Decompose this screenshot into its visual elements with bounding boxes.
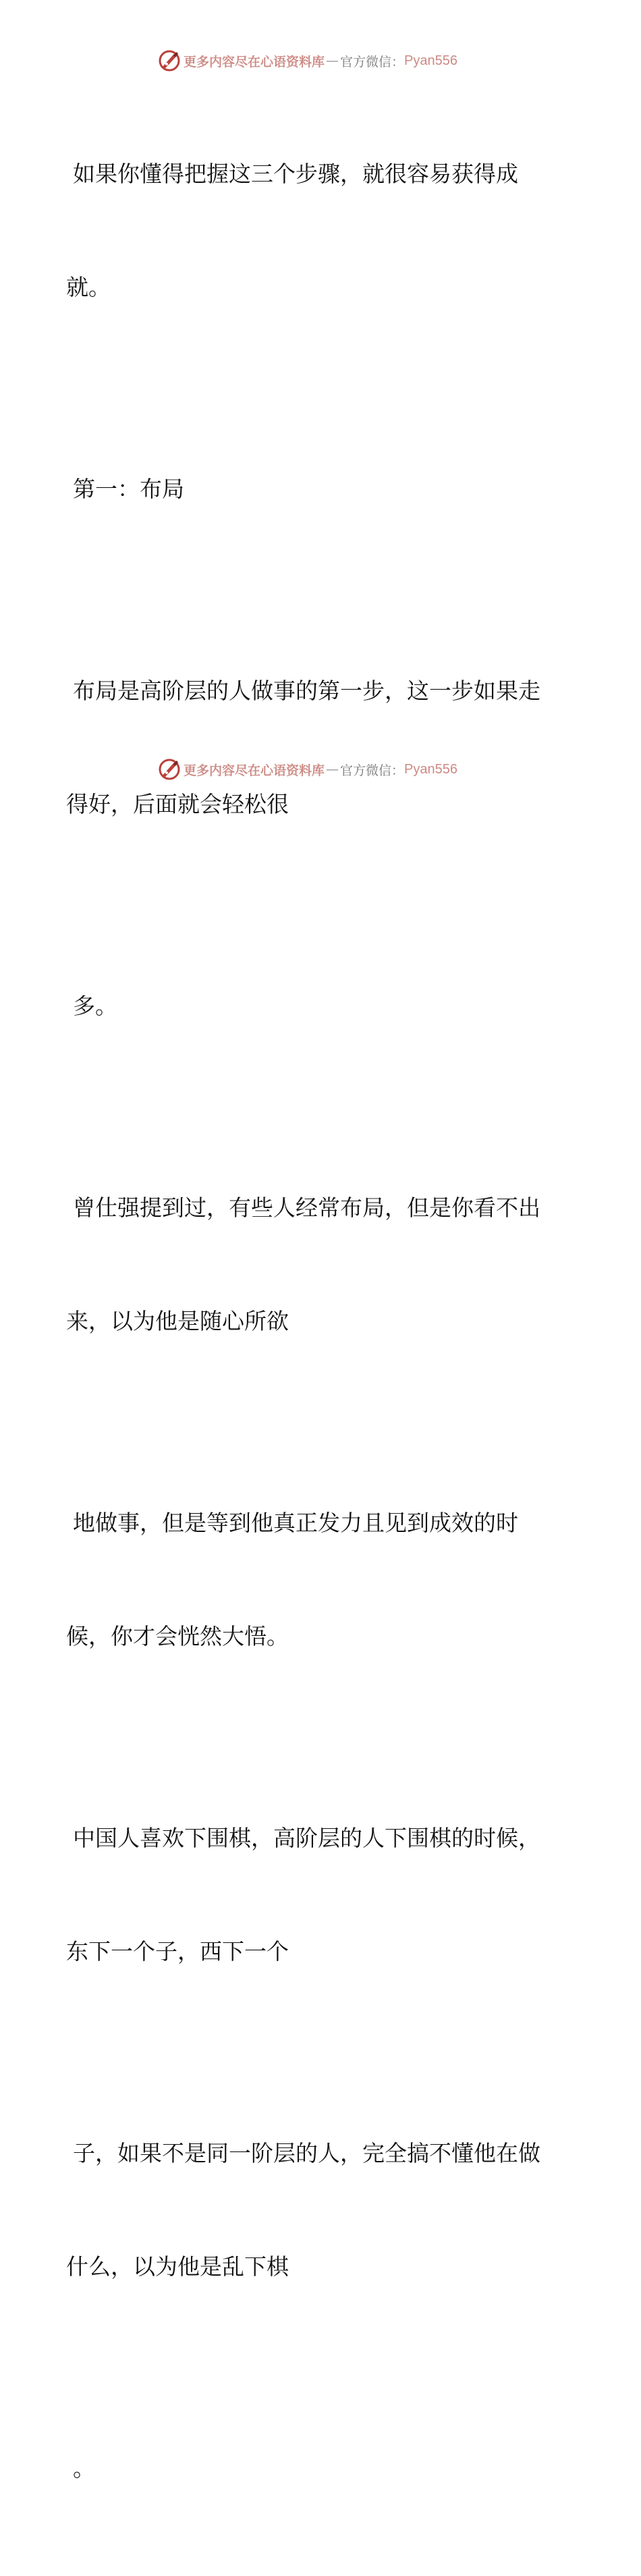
paragraph: [66, 1744, 565, 2046]
banner-wechat-id: Pyan556: [404, 761, 457, 777]
paragraph: [66, 912, 565, 1101]
header-banner: [158, 49, 457, 73]
banner-wechat-id: Pyan556: [404, 53, 457, 68]
quill-logo-icon: [158, 758, 181, 781]
text-line: 来，以为他是随心所欲: [66, 1308, 289, 1334]
paragraph: [66, 1114, 565, 1416]
text-line: 如果你懂得把握这三个步骤，就很容易获得成: [73, 161, 518, 187]
paragraph: [66, 1429, 565, 1731]
text-line: 地做事，但是等到他真正发力且见到成效的时: [73, 1510, 518, 1536]
text-line: 候，你才会恍然大悟。: [66, 1623, 289, 1649]
text-line: 。: [73, 2455, 95, 2482]
document-body: [66, 80, 565, 2576]
banner-wechat-label: 官方微信：: [340, 763, 405, 778]
text-line: 子，如果不是同一阶层的人，完全搞不懂他在做: [73, 2140, 540, 2166]
paragraph: [66, 2059, 565, 2361]
quill-logo-icon: [158, 49, 181, 72]
banner-title: 更多内容尽在心语资料库: [184, 763, 325, 778]
text-line: 曾仕强提到过，有些人经常布局，但是你看不出: [73, 1195, 540, 1221]
banner-wechat-label: 官方微信：: [340, 54, 405, 70]
text-line: 布局是高阶层的人做事的第一步，这一步如果走: [73, 678, 540, 704]
text-line: 中国人喜欢下围棋，高阶层的人下围棋的时候，: [73, 1825, 540, 1851]
text-line: 就。: [66, 274, 111, 300]
section-heading: [66, 395, 565, 584]
paragraph: [66, 597, 565, 899]
banner-dash: —: [326, 762, 339, 777]
text-line: 东下一个子，西下一个: [66, 1938, 289, 1965]
banner-title: 更多内容尽在心语资料库: [184, 54, 325, 70]
banner-dash: —: [326, 53, 339, 68]
footer-banner: [158, 757, 457, 782]
text-line: 得好，后面就会轻松很: [66, 791, 289, 817]
paragraph: [66, 2374, 565, 2563]
text-line: 多。: [73, 993, 117, 1019]
text-line: 什么，以为他是乱下棋: [66, 2253, 289, 2280]
paragraph: [66, 80, 565, 382]
text-line: 第一：布局: [73, 476, 184, 502]
